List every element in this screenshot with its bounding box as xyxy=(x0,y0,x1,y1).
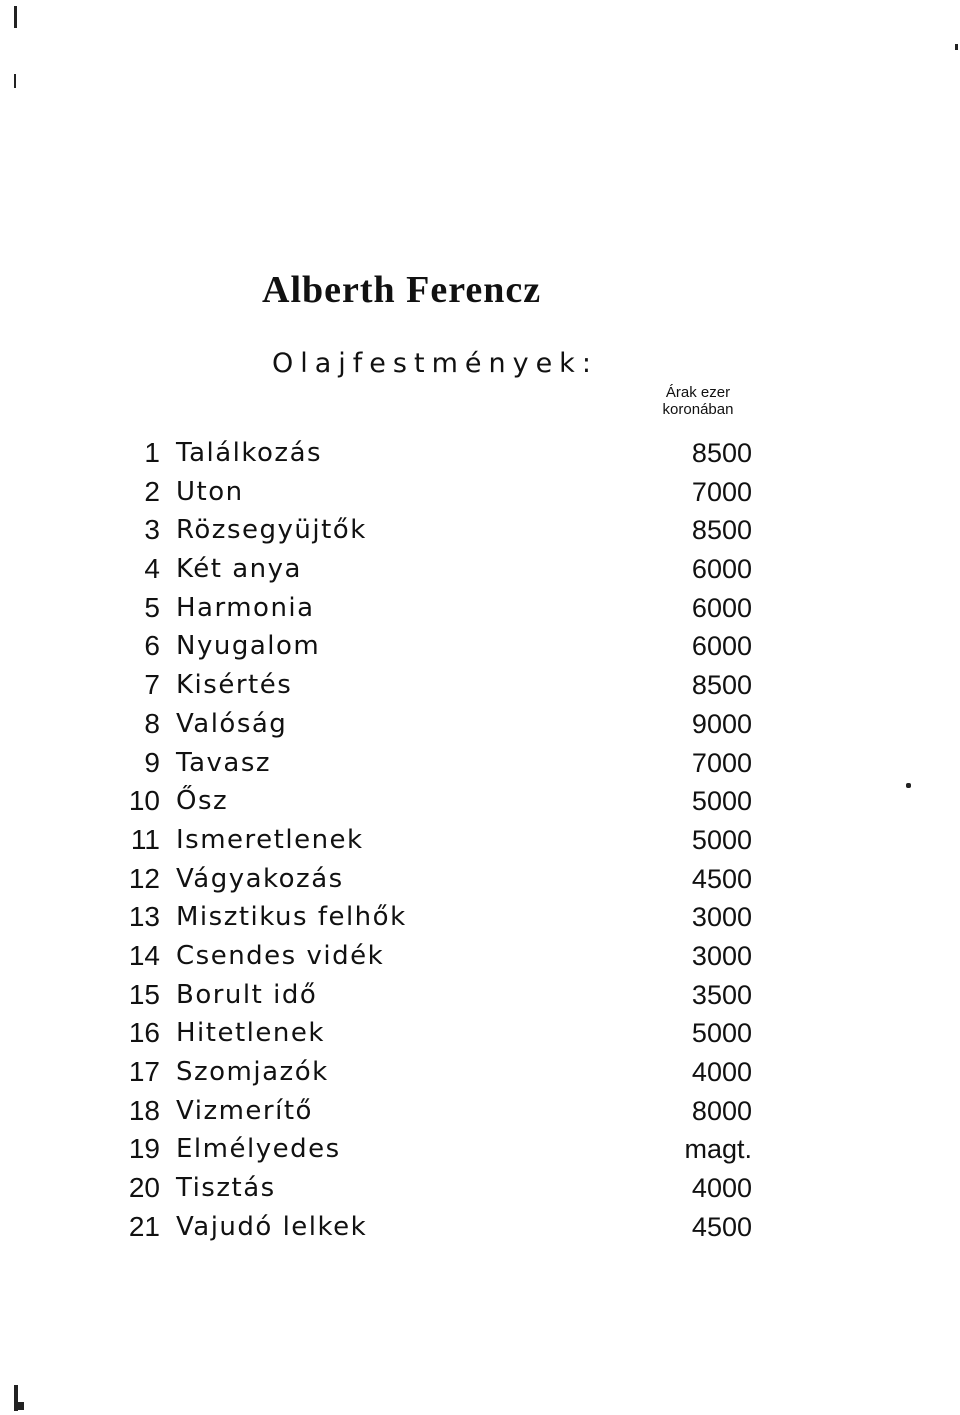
entry-price: 3500 xyxy=(691,979,752,1010)
entry-title: Borult idő xyxy=(176,979,318,1010)
scan-speck xyxy=(14,74,16,88)
entry-title: Harmonia xyxy=(176,592,315,623)
entry-number: 15 xyxy=(128,978,160,1010)
entry-price: 3000 xyxy=(691,940,752,971)
entry-number: 14 xyxy=(128,939,160,971)
list-item xyxy=(0,860,960,899)
entry-title: Hitetlenek xyxy=(176,1018,325,1049)
list-item xyxy=(0,1053,960,1092)
list-item xyxy=(0,1014,960,1053)
entry-price: 6000 xyxy=(691,554,752,585)
price-header-line: koronában xyxy=(662,401,734,418)
entry-price: magt. xyxy=(684,1134,752,1165)
list-item xyxy=(0,976,960,1015)
entry-number: 18 xyxy=(128,1094,160,1126)
entry-title: Vágyakozás xyxy=(176,863,344,894)
entry-number: 7 xyxy=(144,669,160,701)
entry-number: 19 xyxy=(128,1133,160,1165)
scan-speck xyxy=(906,783,911,788)
list-item xyxy=(0,511,960,550)
list-item xyxy=(0,744,960,783)
list-item xyxy=(0,898,960,937)
entry-price: 5000 xyxy=(691,786,752,817)
entry-price: 8000 xyxy=(691,1095,752,1126)
entry-number: 13 xyxy=(128,901,160,933)
list-item xyxy=(0,1208,960,1247)
entry-number: 16 xyxy=(128,1017,160,1049)
entry-number: 17 xyxy=(128,1056,160,1087)
entry-price: 3000 xyxy=(691,902,752,933)
entry-number: 5 xyxy=(144,591,160,623)
scan-speck xyxy=(14,1402,24,1410)
entry-price: 4000 xyxy=(691,1057,752,1087)
list-item xyxy=(0,473,960,512)
entry-title: Vizmerítő xyxy=(176,1095,313,1126)
list-item xyxy=(0,937,960,976)
price-header-line: Árak ezer xyxy=(665,384,731,401)
entry-number: 2 xyxy=(144,475,160,507)
entry-title: Tavasz xyxy=(176,747,272,778)
list-item xyxy=(0,782,960,821)
entry-title: Szomjazók xyxy=(176,1057,329,1087)
list-item xyxy=(0,550,960,589)
entry-number: 1 xyxy=(144,437,160,468)
entry-number: 3 xyxy=(144,514,160,546)
scan-speck xyxy=(955,44,958,50)
list-item xyxy=(0,705,960,744)
entry-title: Ismeretlenek xyxy=(176,824,364,855)
painting-list xyxy=(0,434,960,1246)
entry-title: Két anya xyxy=(176,554,302,585)
list-item xyxy=(0,589,960,628)
entry-number: 12 xyxy=(128,862,160,894)
entry-number: 20 xyxy=(128,1172,160,1204)
entry-title: Találkozás xyxy=(176,438,323,468)
entry-title: Tisztás xyxy=(176,1173,276,1204)
entry-price: 9000 xyxy=(691,708,752,739)
entry-title: Csendes vidék xyxy=(176,940,385,971)
list-item xyxy=(0,821,960,860)
list-item xyxy=(0,666,960,705)
entry-title: Vajudó lelkek xyxy=(176,1211,368,1242)
list-item xyxy=(0,1169,960,1208)
entry-price: 7000 xyxy=(691,476,752,507)
list-item xyxy=(0,434,960,473)
entry-number: 21 xyxy=(128,1210,160,1242)
entry-price: 6000 xyxy=(691,631,752,662)
entry-price: 8500 xyxy=(691,438,752,468)
entry-number: 6 xyxy=(144,630,160,662)
entry-number: 10 xyxy=(128,785,160,817)
entry-title: Misztikus felhők xyxy=(176,902,407,933)
entry-title: Ősz xyxy=(176,786,229,817)
entry-price: 5000 xyxy=(691,824,752,855)
entry-title: Rözsegyüjtők xyxy=(176,515,367,546)
entry-price: 4500 xyxy=(691,1211,752,1242)
entry-number: 11 xyxy=(130,823,160,855)
entry-title: Valóság xyxy=(176,708,288,739)
scan-speck xyxy=(14,6,17,28)
entry-title: Kisértés xyxy=(176,670,293,701)
entry-price: 8500 xyxy=(691,515,752,546)
section-heading: Olajfestmények: xyxy=(272,348,598,379)
entry-number: 8 xyxy=(144,707,160,739)
entry-price: 4500 xyxy=(691,863,752,894)
entry-price: 7000 xyxy=(691,747,752,778)
entry-price: 8500 xyxy=(691,670,752,701)
page-title: Alberth Ferencz xyxy=(262,269,542,311)
entry-title: Nyugalom xyxy=(176,631,321,662)
list-item xyxy=(0,1130,960,1169)
entry-price: 6000 xyxy=(691,592,752,623)
entry-title: Elmélyedes xyxy=(176,1134,341,1165)
entry-number: 4 xyxy=(144,553,160,585)
entry-price: 4000 xyxy=(691,1173,752,1204)
entry-title: Uton xyxy=(176,476,244,507)
entry-price: 5000 xyxy=(691,1018,752,1049)
entry-number: 9 xyxy=(144,746,160,778)
price-column-header xyxy=(646,384,750,418)
list-item xyxy=(0,627,960,666)
list-item xyxy=(0,1092,960,1131)
